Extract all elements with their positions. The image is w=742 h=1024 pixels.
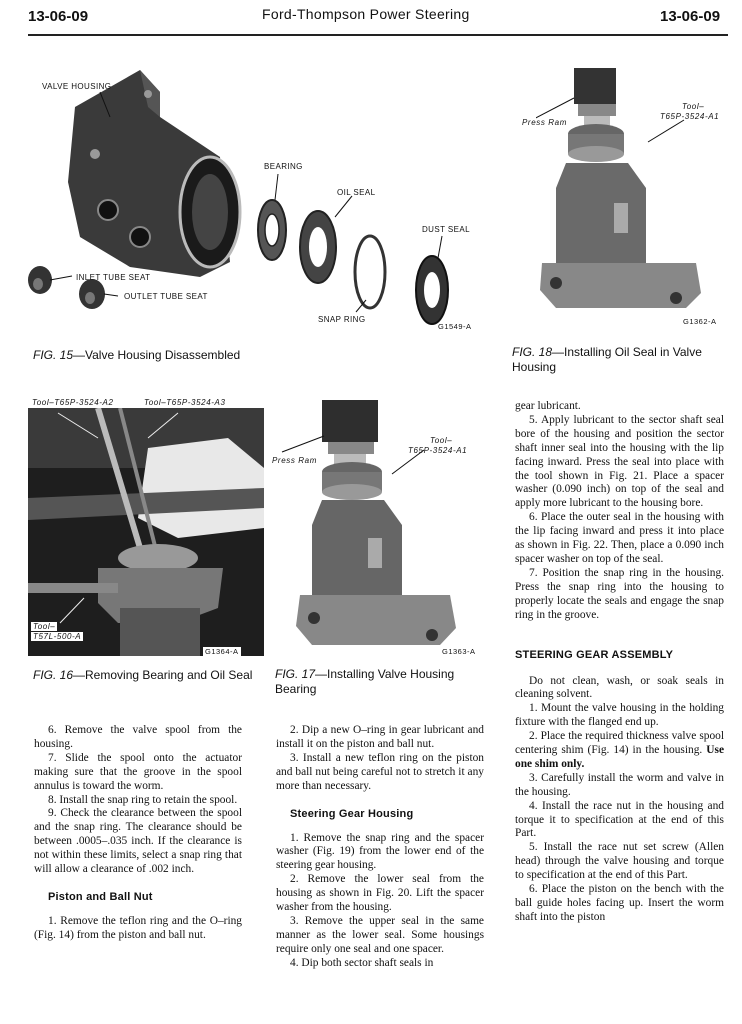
heading-steering-gear-assembly: STEERING GEAR ASSEMBLY	[515, 648, 674, 661]
fig15-caption: FIG. 15—Valve Housing Disassembled	[33, 348, 241, 362]
running-title: Ford-Thompson Power Steering	[262, 6, 470, 22]
fig16-caption: FIG. 16—Removing Bearing and Oil Seal	[33, 668, 253, 682]
heading-steering-gear-housing: Steering Gear Housing	[290, 807, 414, 820]
header-rule	[28, 34, 728, 36]
col3-assembly-step-5: 5. Install the race nut set screw (Allen head) through the valve housing and torque to specification at the end of this Part.	[515, 841, 724, 882]
col2-housing-step-3: 3. Remove the upper seal in the same manner as the lower seal. Some housings require only one seal and one spacer.	[276, 914, 484, 955]
valve-housing-exploded-view	[20, 62, 490, 337]
fig17-caption-text: Installing Valve Housing Bearing	[275, 667, 455, 696]
fig18-tool-label-line2: T65P-3524-A1	[660, 112, 720, 121]
col1-step-6: 6. Remove the valve spool from the housing.	[34, 724, 242, 750]
fig17-code: G1363-A	[442, 647, 476, 656]
fig18-tool-label-line1: Tool–	[682, 102, 705, 111]
heading-piston-ball-nut: Piston and Ball Nut	[48, 890, 153, 903]
fig16-code: G1364-A	[205, 647, 239, 656]
column-3	[515, 400, 724, 925]
fig17-tool-label-line1: Tool–	[430, 436, 453, 445]
fig18-code: G1362-A	[683, 317, 717, 326]
column-1	[34, 724, 242, 943]
fig16-caption-number: FIG. 16	[33, 668, 74, 682]
col3-step-6: 6. Place the outer seal in the housing with the lip facing inward and press it into place as shown in Fig. 22. Then, place a 0.090 inch spacer washer on top of the seal.	[515, 511, 724, 565]
col3-step-5: 5. Apply lubricant to the sector shaft seal bore of the housing and position the sector shaft inner seal into the housing with the lip facing inward. Press the seal into place with the tool shown in Fig. 21. Place a spacer washer (0.090 inch) on top of the seal and apply more lubricant to the housing bore.	[515, 413, 724, 510]
page-number-right: 13-06-09	[660, 8, 721, 25]
col3-assembly-step-6: 6. Place the piston on the bench with the ball guide holes facing up. Insert the worm shaft into the piston	[515, 883, 724, 923]
col2-housing-step-4: 4. Dip both sector shaft seals in	[290, 956, 434, 969]
page-number-left: 13-06-09	[28, 8, 89, 25]
fig18-press-ram-label: Press Ram	[522, 118, 567, 127]
fig16-tool-bottom-line2: T57L-500-A	[33, 632, 82, 641]
fig17-caption: FIG. 17—Installing Valve Housing Bearing	[275, 667, 455, 696]
fig18-caption-text: Installing Oil Seal in Valve Housing	[512, 345, 702, 374]
label-dust-seal: DUST SEAL	[422, 225, 470, 234]
label-inlet-tube-seat: INLET TUBE SEAT	[76, 273, 151, 282]
col1-piston-step-1: 1. Remove the teflon ring and the O–ring (Fig. 14) from the piston and ball nut.	[34, 914, 242, 941]
fig16-tool-a3-label: Tool–T65P-3524-A3	[144, 398, 226, 407]
fig15-caption-number: FIG. 15	[33, 348, 74, 362]
fig16-tool-bottom-line1: Tool–	[33, 622, 56, 631]
col2-housing-step-1: 1. Remove the snap ring and the spacer washer (Fig. 19) from the lower end of the steering gear housing.	[276, 831, 484, 872]
col2-housing-step-2: 2. Remove the lower seal from the housing as shown in Fig. 20. Lift the spacer washer from the housing.	[276, 873, 484, 914]
col3-assembly-step-1: 1. Mount the valve housing in the holding fixture with the flanged end up.	[515, 702, 724, 729]
label-oil-seal: OIL SEAL	[337, 188, 376, 197]
col3-assembly-step-2	[515, 730, 724, 772]
col3-step-7: 7. Position the snap ring in the housing. Press the snap ring into the housing to properly locate the seals and engage the snap ring in the groove.	[515, 566, 724, 621]
fig17-caption-number: FIG. 17	[275, 667, 316, 681]
fig17-tool-label-line2: T65P-3524-A1	[408, 446, 468, 455]
fig16-illustration	[28, 408, 264, 656]
label-valve-housing: VALVE HOUSING	[42, 82, 112, 91]
col2-piston-step-2: 2. Dip a new O–ring in gear lubricant and install it on the piston and ball nut.	[276, 724, 484, 750]
fig15-caption-text: Valve Housing Disassembled	[85, 348, 241, 362]
column-2	[276, 724, 484, 971]
fig16-tool-a2-label: Tool–T65P-3524-A2	[32, 398, 114, 407]
removing-bearing-photo	[28, 408, 264, 656]
col3-assembly-step-3: 3. Carefully install the worm and valve in the housing.	[515, 771, 724, 798]
col3-assembly-step-4: 4. Install the race nut in the housing and torque it to specification at the end of this Part.	[515, 799, 724, 840]
col3-assembly-step-2-text: 2. Place the required thickness valve spool centering shim (Fig. 14) in the housing.	[515, 730, 724, 757]
col3-assembly-intro: Do not clean, wash, or soak seals in cleaning solvent.	[515, 674, 724, 701]
fig16-caption-text: Removing Bearing and Oil Seal	[85, 668, 253, 682]
col2-piston-step-3: 3. Install a new teflon ring on the piston and ball nut being careful not to stretch it any more than necessary.	[276, 751, 484, 792]
col3-assembly-step-2-emphasis: Use one shim only.	[515, 744, 724, 770]
fig18-caption: FIG. 18—Installing Oil Seal in Valve Housing	[512, 345, 702, 374]
fig15-code: G1549-A	[438, 322, 472, 331]
fig18-caption-number: FIG. 18	[512, 345, 553, 359]
col1-step-8: 8. Install the snap ring to retain the spool.	[48, 793, 238, 806]
col3-continuation: gear lubricant.	[515, 400, 581, 412]
col1-step-9: 9. Check the clearance between the spool and the snap ring. The clearance should be between .0005–.035 inch. If the clearance is not within these limits, select a snap ring that will allow a clearance of .002 inch.	[34, 807, 242, 876]
fig15-illustration	[20, 62, 490, 337]
label-outlet-tube-seat: OUTLET TUBE SEAT	[124, 292, 208, 301]
fig17-press-ram-label: Press Ram	[272, 456, 317, 465]
label-snap-ring: SNAP RING	[318, 315, 366, 324]
col1-step-7: 7. Slide the spool onto the actuator making sure that the groove in the spool annulus is toward the worm.	[34, 751, 242, 792]
label-bearing: BEARING	[264, 162, 303, 171]
